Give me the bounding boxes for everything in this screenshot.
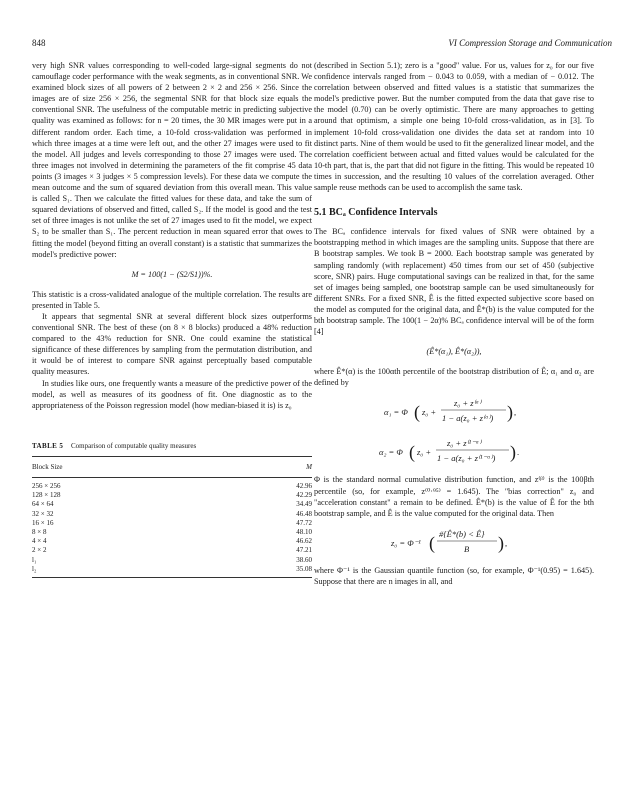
block-size-cell: l₁ <box>32 555 37 564</box>
table-row <box>32 478 312 492</box>
svg-text:(: ( <box>409 442 415 463</box>
svg-text:z₀ = Φ⁻¹: z₀ = Φ⁻¹ <box>391 537 421 548</box>
left-column <box>32 60 312 578</box>
equation-z0 <box>314 525 594 559</box>
svg-text:#{Ê*(b) < Ê}: #{Ê*(b) < Ê} <box>439 528 485 539</box>
svg-text:.: . <box>517 447 520 458</box>
table-caption-text: Comparison of computable quality measures <box>71 441 197 450</box>
table-row <box>32 519 312 528</box>
svg-text:): ) <box>507 402 513 423</box>
svg-text:(: ( <box>429 532 435 553</box>
block-size-cell: 8 × 8 <box>32 528 47 537</box>
svg-text:α₂ = Φ: α₂ = Φ <box>379 447 403 458</box>
svg-text:z₀ +: z₀ + <box>422 407 437 418</box>
block-size-cell: 2 × 2 <box>32 546 47 555</box>
m-value-cell: 42.96 <box>296 482 312 490</box>
quality-measures-table <box>32 457 312 578</box>
column-header-m: M <box>217 457 312 478</box>
body-paragraph: (described in Section 5.1); zero is a "good" value. For us, values for z₀ for our five confidence intervals ranged from − 0.043 to 0.059, with a median of − 0.012. The correlation between observed and fitted values is a statistic that summarizes the model's predictive power. But the number computed from the data that gave rise to the model (0.70) can be overly optimistic. There are many approaches to getting around that optimism, a simple one being 10-fold cross-validation, as in [3]. To implement 10-fold cross-validation one divides the data set at random into 10 distinct parts. Nine of them would be used to fit the generalized linear model, and the correlation coefficient between actual and fitted values would be calculated for the 10-th part, that is, the part that did not figure in the fitting. This would be repeated 10 times in succession, and the resulting 10 values of the correlation averaged. Other sample reuse methods can be used to accomplish the same task. <box>314 61 594 193</box>
m-value-cell: 46.62 <box>296 537 312 546</box>
block-size-cell: 4 × 4 <box>32 537 47 546</box>
block-size-cell: 32 × 32 <box>32 509 54 518</box>
page-number: 848 <box>32 38 46 48</box>
svg-text:): ) <box>510 442 516 463</box>
body-paragraph: where Φ⁻¹ is the Gaussian quantile function (so, for example, Φ⁻¹(0.95) = 1.645). Suppose that there are n images in all, and <box>314 565 594 586</box>
svg-text:,: , <box>505 537 508 548</box>
m-value-cell: 34.49 <box>296 500 312 509</box>
body-paragraph: Φ is the standard normal cumulative distribution function, and z⁽ᵝ⁾ is the 100βth percentile (so, for example, z⁽⁰·⁹⁵⁾ = 1.645). The "bias correction" z₀ and "acceleration constant" a remain to be defined. Ê*(b) is the value of Ê for the bth bootstrap sample, and Ê is the value computed for the original data. Then <box>314 475 594 518</box>
svg-text:(: ( <box>414 402 420 423</box>
m-value-cell: 38.60 <box>296 555 312 564</box>
table-caption <box>32 441 312 457</box>
column-header-block-size: Block Size <box>32 457 217 478</box>
block-size-cell: 16 × 16 <box>32 518 54 527</box>
svg-text:z₀ +: z₀ + <box>417 447 432 458</box>
table-row <box>32 546 312 555</box>
body-paragraph: It appears that segmental SNR at several different block sizes outperforms conventional SNR. The best of these (on 8 × 8 blocks) produced a 48% reduction compared to the 43% reduction for SNR. One could examine the statistical significance of these differences by sampling from the permutation distribution, and it would be of interest to compare SNR against perceptually based computable quality measures. <box>32 311 312 377</box>
svg-text:z₀ + z⁽ᵅ⁾: z₀ + z⁽ᵅ⁾ <box>454 398 482 409</box>
table-row <box>32 556 312 565</box>
table-row <box>32 491 312 500</box>
svg-text:z₀ + z⁽¹⁻ᵅ⁾: z₀ + z⁽¹⁻ᵅ⁾ <box>447 438 482 449</box>
svg-text:,: , <box>514 407 517 418</box>
table-label: TABLE 5 <box>32 441 64 450</box>
body-paragraph: This statistic is a cross-validated analogue of the multiple correlation. The results are presented in Table 5. <box>32 289 312 310</box>
running-title: VI Compression Storage and Communication <box>448 38 612 48</box>
section-heading: 5.1 BCₐ Confidence Intervals <box>314 207 438 219</box>
m-value-cell: 47.72 <box>296 518 312 527</box>
body-paragraph: The BCₐ confidence intervals for fixed values of SNR were obtained by a bootstrapping method in which images are the sampling units. Suppose that there are B bootstrap samples. We took B = 2000. Each bootstrap sample was generated by sampling randomly (with replacement) 450 times from our set of 450 (subjective score, SNR) pairs. Huge computational savings can be realized in that, for the same set of images being sampled, one bootstrap sample can be used simultaneously for different SNRs. For a fixed SNR, Ê is the fitted expected subjective score based on the model as computed for the original data, and Ê*(b) is the value computed for the bth bootstrap sample. The 100(1 − 2α)% BCₐ confidence interval will be of the form [4] <box>314 227 594 337</box>
block-size-cell: l₂ <box>32 565 217 578</box>
table-row <box>32 565 312 578</box>
table-header-row <box>32 457 312 478</box>
block-size-cell: 64 × 64 <box>32 500 54 509</box>
m-value-cell: 46.48 <box>296 509 312 518</box>
body-paragraph: In studies like ours, one frequently wants a measure of the predictive power of the model, as well as measures of its goodness of fit. One diagnostic as to the appropriateness of the Poisson regression model (how median-biased it is) is z₀ <box>32 378 312 410</box>
block-size-cell: 256 × 256 <box>32 482 61 490</box>
page-header <box>32 38 612 50</box>
svg-text:1 − a(z₀ + z⁽¹⁻ᵅ⁾): 1 − a(z₀ + z⁽¹⁻ᵅ⁾) <box>437 453 496 464</box>
svg-text:): ) <box>498 532 504 553</box>
equation-alpha1 <box>314 394 594 428</box>
body-paragraph: very high SNR values corresponding to well-coded large-signal segments do not camouflage coder performance with the weak segments, as in conventional SNR. We examined block sizes of all powers of 2 between 2 × 2 and 256 × 256. Since the images are of size 256 × 256, the segmental SNR for that block size equals the conventional SNR. The usefulness of the computable metric in predicting subjective quality was examined as follows: for n = 20 times, the 30 MR images were put in a different random order. Each time, a 10-fold cross-validation was performed in which three images at a time were left out, and the other 27 images were used to fit the model. All judges and levels corresponding to those 27 images were used. The three images not involved in determining the parameters of the fit comprise 45 data points (3 images × 3 judges × 5 compression levels). For these data we compute the mean outcome and the sum of squared deviation from this overall mean. This value is called S₁. Then we calculate the fitted values for these data, and take the sum of squared deviations of observed and fitted, called S₂. If the model is good and the test set of three images is not unlike the set of 27 images used to fit the model, we expect S₂ to be smaller than S₁. The percent reduction in mean squared error that owes to fitting the model (beyond fitting an overall constant) is a statistic that summarizes the model's predictive power: <box>32 61 312 259</box>
equation-m: M = 100(1 − (S2/S1))%. <box>131 269 213 279</box>
equation-interval: (Ê*(α₁), Ê*(α₂)), <box>426 347 482 357</box>
svg-text:1 − a(z₀ + z⁽ᵅ⁾): 1 − a(z₀ + z⁽ᵅ⁾) <box>442 413 494 424</box>
block-size-cell: 128 × 128 <box>32 491 61 500</box>
table-row <box>32 537 312 546</box>
table-row <box>32 510 312 519</box>
m-value-cell: 47.21 <box>296 546 312 555</box>
svg-text:B: B <box>464 543 470 554</box>
svg-text:α₁ = Φ: α₁ = Φ <box>384 407 408 418</box>
m-value-cell: 48.10 <box>296 528 312 537</box>
m-value-cell: 42.29 <box>296 491 312 500</box>
equation-alpha2 <box>314 434 594 468</box>
table-row <box>32 528 312 537</box>
m-value-cell: 35.08 <box>217 565 312 578</box>
body-paragraph: where Ê*(α) is the 100αth percentile of the bootstrap distribution of Ê; α₁ and α₂ are defined by <box>314 367 594 388</box>
table-row <box>32 500 312 509</box>
right-column <box>314 60 594 587</box>
